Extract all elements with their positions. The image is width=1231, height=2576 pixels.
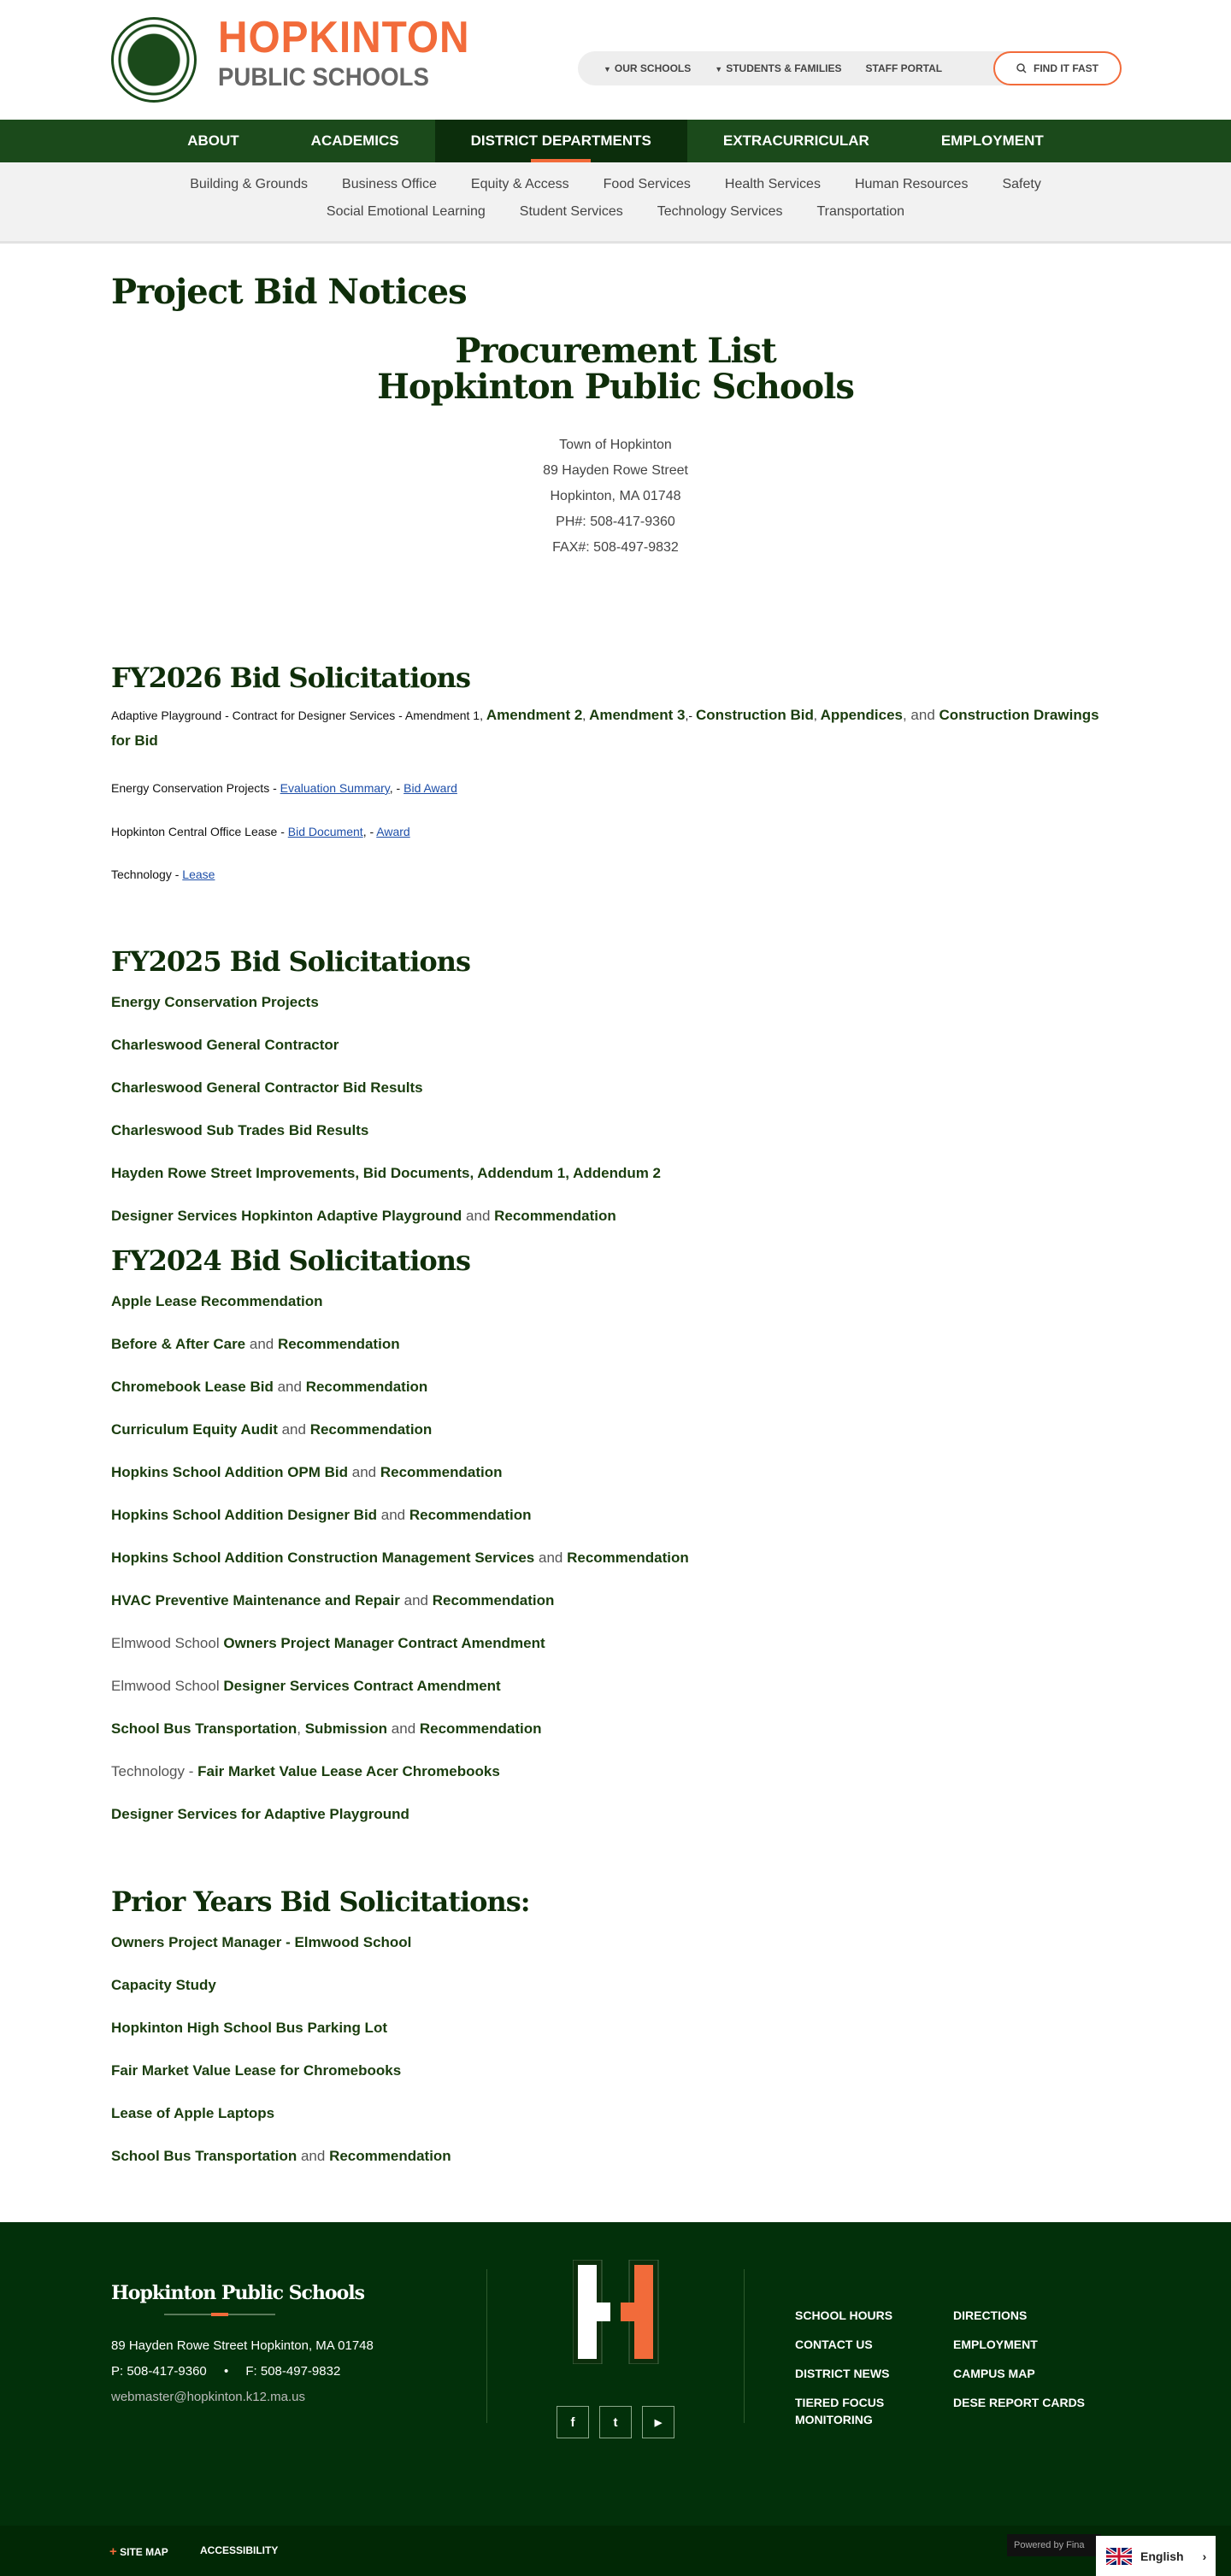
subnav-item-social-emotional-learning[interactable]: Social Emotional Learning — [326, 204, 486, 219]
department-subnav — [0, 162, 1231, 244]
footer-link-dese-report-cards[interactable]: DESE REPORT CARDS — [953, 2396, 1086, 2409]
footer-address: 89 Hayden Rowe Street Hopkinton, MA 01748 — [111, 2338, 374, 2353]
item-text: and — [348, 1464, 380, 1480]
list-item — [111, 1973, 1120, 1998]
document-link[interactable]: Hopkins School Addition Designer Bid — [111, 1507, 378, 1523]
our-schools-menu[interactable] — [604, 62, 691, 74]
twitter-icon[interactable]: t — [599, 2406, 632, 2438]
footer-link-contact-us[interactable]: CONTACT US — [795, 2338, 873, 2351]
uk-flag-icon — [1106, 2548, 1132, 2565]
document-link[interactable]: Recommendation — [432, 1592, 555, 1609]
list-item — [111, 1289, 1120, 1314]
list-item — [111, 1374, 1120, 1400]
chevron-right-icon: › — [1202, 2549, 1207, 2563]
footer-phone: P: 508-417-9360 — [111, 2364, 207, 2379]
footer-link-employment[interactable]: EMPLOYMENT — [953, 2338, 1038, 2351]
footer-link-district-news[interactable]: DISTRICT NEWS — [795, 2367, 890, 2380]
phone-line: PH#: 508-417-9360 — [556, 515, 675, 529]
item-text: Energy Conservation Projects - — [111, 781, 280, 795]
facebook-icon[interactable]: f — [557, 2406, 589, 2438]
list-item — [111, 1588, 1120, 1614]
document-link[interactable]: Recommendation — [305, 1379, 428, 1395]
search-icon — [1016, 63, 1027, 74]
language-label: English — [1140, 2549, 1184, 2563]
document-link[interactable]: Before & After Care — [111, 1336, 246, 1352]
list-item — [111, 1075, 1120, 1101]
list-item — [111, 1332, 1120, 1357]
document-link[interactable]: Apple Lease Recommendation — [111, 1293, 323, 1309]
list-item — [111, 1673, 1120, 1699]
main-nav — [0, 120, 1231, 162]
document-link[interactable]: Recommendation — [277, 1336, 400, 1352]
document-link[interactable]: , — [565, 1165, 574, 1181]
list-item — [111, 862, 1120, 887]
document-link[interactable]: Appendices — [820, 707, 903, 723]
document-link[interactable]: Charleswood General Contractor Bid Results — [111, 1079, 423, 1096]
accessibility-link[interactable]: ACCESSIBILITY — [200, 2544, 279, 2556]
procurement-subtitle: Hopkinton Public Schools — [377, 367, 854, 407]
nav-employment[interactable]: EMPLOYMENT — [940, 132, 1044, 149]
document-link[interactable]: Charleswood General Contractor — [111, 1037, 339, 1053]
nav-district-departments[interactable]: DISTRICT DEPARTMENTS — [435, 120, 687, 162]
list-item — [111, 1716, 1120, 1742]
list-item — [111, 1417, 1120, 1443]
footer-bottom-bar — [0, 2526, 1231, 2576]
item-text: and — [245, 1336, 278, 1352]
brand-subtitle[interactable]: PUBLIC SCHOOLS — [218, 63, 429, 91]
address-line: 89 Hayden Rowe Street — [543, 463, 688, 478]
document-link[interactable]: Designer Services for Adaptive Playground — [111, 1806, 409, 1822]
item-text: and — [297, 2148, 330, 2164]
subnav-item-food-services[interactable]: Food Services — [603, 177, 691, 191]
document-link[interactable]: Bid Documents — [362, 1165, 470, 1181]
item-text: and — [387, 1720, 420, 1737]
document-link[interactable]: Fair Market Value Lease Acer Chromebooks — [197, 1763, 500, 1779]
h-logo — [573, 2260, 662, 2364]
list-item — [111, 703, 1120, 754]
students-families-menu[interactable] — [715, 62, 841, 74]
caret-down-icon: ▼ — [715, 65, 723, 74]
document-link[interactable]: Owners Project Manager Contract Amendment — [223, 1635, 545, 1651]
document-link[interactable]: Recommendation — [494, 1208, 616, 1224]
item-text: , — [813, 709, 821, 722]
document-link[interactable]: Lease of Apple Laptops — [111, 2105, 275, 2121]
item-text: Elmwood School — [111, 1635, 224, 1651]
list-item — [111, 1460, 1120, 1485]
document-link[interactable]: Recommendation — [409, 1507, 532, 1523]
document-link[interactable]: Construction Bid — [695, 707, 814, 723]
list-item — [111, 1203, 1120, 1229]
document-link[interactable]: Energy Conservation Projects — [111, 994, 319, 1010]
document-link[interactable]: Addendum 1 — [477, 1165, 566, 1181]
item-text: Elmwood School — [111, 1678, 224, 1694]
document-link[interactable]: Designer Services Contract Amendment — [223, 1678, 501, 1694]
document-link[interactable]: Hayden Rowe Street Improvements — [111, 1165, 356, 1181]
plus-icon: + — [109, 2544, 117, 2559]
list-item — [111, 2058, 1120, 2084]
item-text: , and — [902, 707, 939, 723]
section-heading: FY2026 Bid Solicitations — [111, 662, 470, 694]
list-item — [111, 1545, 1120, 1571]
subnav-item-health-services[interactable]: Health Services — [724, 177, 821, 191]
language-selector[interactable] — [1096, 2536, 1216, 2576]
item-text: Adaptive Playground - Contract for Designer Services - Amendment 1, — [111, 709, 486, 722]
item-text: , — [297, 1720, 305, 1737]
section-heading: FY2025 Bid Solicitations — [111, 945, 470, 978]
footer-link-campus-map[interactable]: CAMPUS MAP — [953, 2367, 1035, 2380]
footer-link-tiered-focus-monitoring[interactable]: TIERED FOCUS MONITORING — [795, 2396, 885, 2426]
item-text: and — [462, 1208, 495, 1224]
document-link[interactable]: , — [469, 1165, 478, 1181]
item-text: and — [377, 1507, 409, 1523]
subnav-item-safety[interactable]: Safety — [1002, 177, 1041, 191]
our-schools-label: OUR SCHOOLS — [614, 62, 692, 74]
district-seal-logo[interactable] — [111, 17, 197, 103]
document-link[interactable]: Amendment 3 — [589, 707, 686, 723]
footer-school-name: Hopkinton Public Schools — [111, 2282, 364, 2304]
document-link[interactable]: , — [355, 1165, 363, 1181]
subnav-item-technology-services[interactable]: Technology Services — [657, 204, 783, 219]
address-line: Town of Hopkinton — [559, 438, 672, 452]
document-link[interactable]: Recommendation — [309, 1421, 433, 1438]
list-item — [111, 1802, 1120, 1827]
students-families-label: STUDENTS & FAMILIES — [726, 62, 842, 74]
document-link[interactable]: Charleswood Sub Trades Bid Results — [111, 1122, 369, 1138]
page-title: Project Bid Notices — [111, 272, 467, 312]
document-link[interactable]: Recommendation — [567, 1550, 689, 1566]
document-link[interactable]: Bid Document — [287, 825, 363, 838]
section-heading: FY2024 Bid Solicitations — [111, 1244, 470, 1277]
footer-link-school-hours[interactable]: SCHOOL HOURS — [795, 2308, 893, 2322]
document-link[interactable]: School Bus Transportation — [111, 2148, 297, 2164]
divider — [486, 2269, 487, 2423]
item-text: , - — [362, 825, 377, 838]
footer-link-directions[interactable]: DIRECTIONS — [953, 2308, 1028, 2322]
document-link[interactable]: Award — [376, 825, 410, 838]
list-item — [111, 819, 1120, 844]
list-item — [111, 1503, 1120, 1528]
subnav-item-business-office[interactable]: Business Office — [342, 177, 437, 191]
subnav-item-building-grounds[interactable]: Building & Grounds — [190, 177, 309, 191]
subnav-item-student-services[interactable]: Student Services — [519, 204, 623, 219]
caret-down-icon: ▼ — [604, 65, 611, 74]
document-link[interactable]: Construction Drawings for Bid — [111, 707, 1099, 749]
list-item — [111, 1118, 1120, 1144]
document-link[interactable]: Recommendation — [419, 1720, 542, 1737]
document-link[interactable]: Hopkinton High School Bus Parking Lot — [111, 2020, 387, 2036]
nav-extracurricular[interactable]: EXTRACURRICULAR — [722, 132, 869, 149]
footer-fax: F: 508-497-9832 — [245, 2364, 341, 2379]
document-link[interactable]: Recommendation — [380, 1464, 503, 1480]
item-text: and — [399, 1592, 433, 1609]
document-link[interactable]: Evaluation Summary — [280, 781, 390, 795]
document-link[interactable]: Submission — [304, 1720, 388, 1737]
site-map-label: SITE MAP — [120, 2546, 168, 2558]
list-item — [111, 775, 1120, 801]
footer-email-link[interactable]: webmaster@hopkinton.k12.ma.us — [111, 2390, 306, 2404]
document-link[interactable]: Recommendation — [329, 2148, 451, 2164]
site-header — [0, 0, 1231, 120]
item-text: Hopkinton Central Office Lease - — [111, 825, 288, 838]
procurement-heading — [111, 333, 1120, 405]
subnav-item-human-resources[interactable]: Human Resources — [854, 177, 969, 191]
item-text: and — [277, 1421, 310, 1438]
footer-divider — [164, 2314, 275, 2315]
separator: • — [223, 2364, 229, 2379]
document-link[interactable]: School Bus Transportation — [111, 1720, 297, 1737]
subnav-item-transportation[interactable]: Transportation — [816, 204, 905, 219]
list-item — [111, 2144, 1120, 2169]
document-link[interactable]: Addendum 2 — [573, 1165, 662, 1181]
section-heading: Prior Years Bid Solicitations: — [111, 1885, 530, 1918]
document-link[interactable]: Chromebook Lease Bid — [111, 1379, 274, 1395]
nav-about[interactable]: ABOUT — [187, 132, 239, 149]
brand-name[interactable]: HOPKINTON — [218, 13, 470, 62]
fax-line: FAX#: 508-497-9832 — [552, 540, 679, 555]
item-text: and — [534, 1550, 568, 1566]
item-text: ,- — [685, 709, 696, 722]
item-text: , - — [389, 781, 404, 795]
site-map-link[interactable] — [109, 2544, 168, 2559]
powered-by-badge[interactable]: Powered by Fina — [1007, 2534, 1101, 2556]
find-it-fast-label: FIND IT FAST — [1034, 62, 1098, 74]
item-text: Technology - — [111, 867, 183, 881]
document-link[interactable]: Amendment 2 — [486, 707, 583, 723]
site-footer — [0, 2222, 1231, 2526]
document-link[interactable]: Designer Services Hopkinton Adaptive Playground — [111, 1208, 462, 1224]
document-link[interactable]: Bid Award — [403, 781, 457, 795]
address-line: Hopkinton, MA 01748 — [550, 489, 681, 503]
document-link[interactable]: Fair Market Value Lease for Chromebooks — [111, 2062, 402, 2079]
find-it-fast-button[interactable] — [993, 51, 1122, 85]
document-link[interactable]: HVAC Preventive Maintenance and Repair — [111, 1592, 400, 1609]
document-link[interactable]: Lease — [182, 867, 215, 881]
staff-portal-link[interactable]: STAFF PORTAL — [865, 62, 943, 74]
list-item — [111, 1930, 1120, 1956]
item-text: and — [273, 1379, 306, 1395]
subnav-item-equity-access[interactable]: Equity & Access — [470, 177, 569, 191]
item-text: , — [582, 709, 590, 722]
document-link[interactable]: Owners Project Manager - Elmwood School — [111, 1934, 412, 1950]
list-item — [111, 2101, 1120, 2126]
document-link[interactable]: Hopkins School Addition OPM Bid — [111, 1464, 349, 1480]
list-item — [111, 1161, 1120, 1186]
list-item — [111, 1032, 1120, 1058]
document-link[interactable]: Capacity Study — [111, 1977, 216, 1993]
list-item — [111, 990, 1120, 1015]
document-link[interactable]: Hopkins School Addition Construction Management Services — [111, 1550, 535, 1566]
divider — [744, 2269, 745, 2423]
item-text: Technology - — [111, 1763, 198, 1779]
list-item — [111, 2015, 1120, 2041]
footer-phone-fax — [111, 2364, 340, 2379]
procurement-title: Procurement List — [455, 331, 776, 371]
document-link[interactable]: Curriculum Equity Audit — [111, 1421, 278, 1438]
nav-academics[interactable]: ACADEMICS — [310, 132, 399, 149]
list-item — [111, 1631, 1120, 1656]
list-item — [111, 1759, 1120, 1785]
town-address — [111, 432, 1120, 561]
youtube-icon[interactable]: ▶ — [642, 2406, 674, 2438]
